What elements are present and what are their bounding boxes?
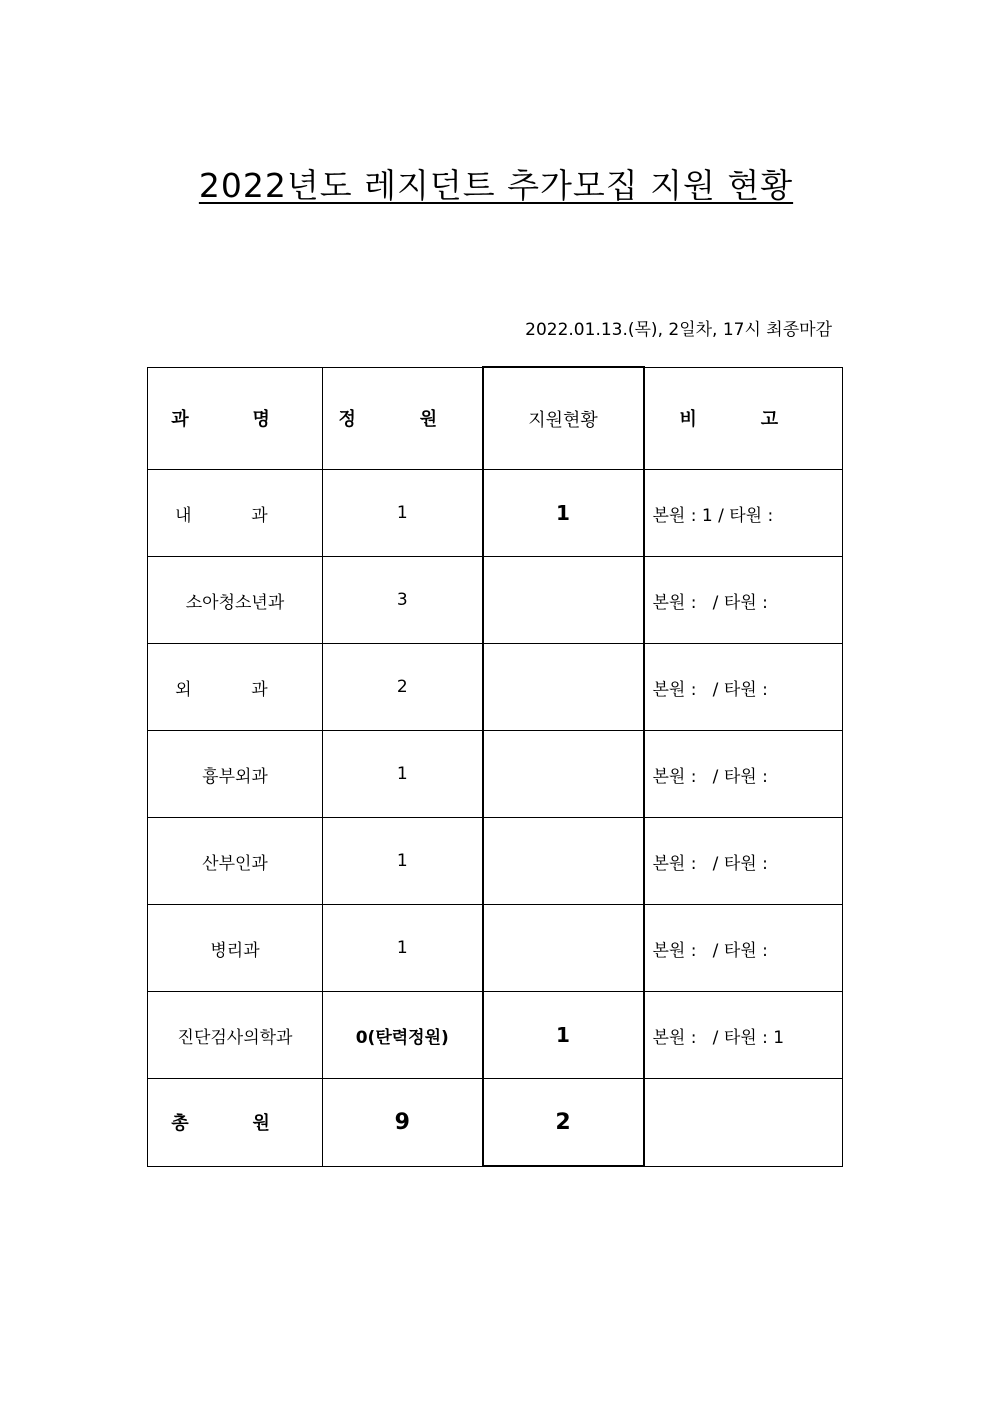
application-status-table [147, 366, 843, 1167]
header-department-label: 과 명 [171, 409, 299, 431]
header-status-label: 지원현황 [528, 409, 598, 431]
table-row [148, 905, 843, 992]
note-cell: 본원 : / 타원 : 1 [644, 992, 843, 1079]
table-row [148, 818, 843, 905]
note-cell: 본원 : / 타원 : [644, 731, 843, 818]
department-cell: 소아청소년과 [148, 557, 323, 644]
note-cell: 본원 : / 타원 : [644, 905, 843, 992]
status-cell [483, 731, 644, 818]
total-row [148, 1079, 843, 1167]
status-cell [483, 644, 644, 731]
department-name: 외 과 [175, 679, 295, 700]
status-cell [483, 905, 644, 992]
header-note-label: 비 고 [679, 409, 807, 431]
department-cell [148, 644, 323, 731]
status-cell [483, 818, 644, 905]
total-capacity-cell: 9 [323, 1079, 483, 1167]
deadline-note: 2022.01.13.(목), 2일차, 17시 최종마감 [525, 320, 832, 340]
capacity-cell: 1 [323, 818, 483, 905]
department-cell: 산부인과 [148, 818, 323, 905]
note-cell: 본원 : / 타원 : [644, 818, 843, 905]
department-cell: 진단검사의학과 [148, 992, 323, 1079]
header-capacity-label: 정 원 [338, 409, 466, 431]
capacity-cell: 2 [323, 644, 483, 731]
department-cell: 병리과 [148, 905, 323, 992]
capacity-cell: 1 [323, 470, 483, 557]
table-row [148, 992, 843, 1079]
header-capacity [323, 367, 483, 470]
table-row [148, 731, 843, 818]
table-row [148, 644, 843, 731]
header-department [148, 367, 323, 470]
status-cell [483, 557, 644, 644]
header-status [483, 367, 644, 470]
table-row [148, 470, 843, 557]
table-header-row [148, 367, 843, 470]
total-label-cell [148, 1079, 323, 1167]
department-cell [148, 470, 323, 557]
status-cell: 1 [483, 470, 644, 557]
total-label: 총 원 [171, 1113, 299, 1135]
total-note-cell [644, 1079, 843, 1167]
document-title: 2022년도 레지던트 추가모집 지원 현황 [198, 166, 794, 205]
document-title-wrap [0, 160, 992, 207]
note-cell: 본원 : / 타원 : [644, 644, 843, 731]
capacity-cell: 1 [323, 905, 483, 992]
note-cell: 본원 : / 타원 : [644, 557, 843, 644]
department-name: 내 과 [175, 505, 295, 526]
note-cell: 본원 : 1 / 타원 : [644, 470, 843, 557]
department-cell: 흉부외과 [148, 731, 323, 818]
table-row [148, 557, 843, 644]
capacity-cell: 1 [323, 731, 483, 818]
capacity-cell: 0(탄력정원) [323, 992, 483, 1079]
total-status-cell: 2 [483, 1079, 644, 1167]
status-cell: 1 [483, 992, 644, 1079]
header-note [644, 367, 843, 470]
capacity-cell: 3 [323, 557, 483, 644]
